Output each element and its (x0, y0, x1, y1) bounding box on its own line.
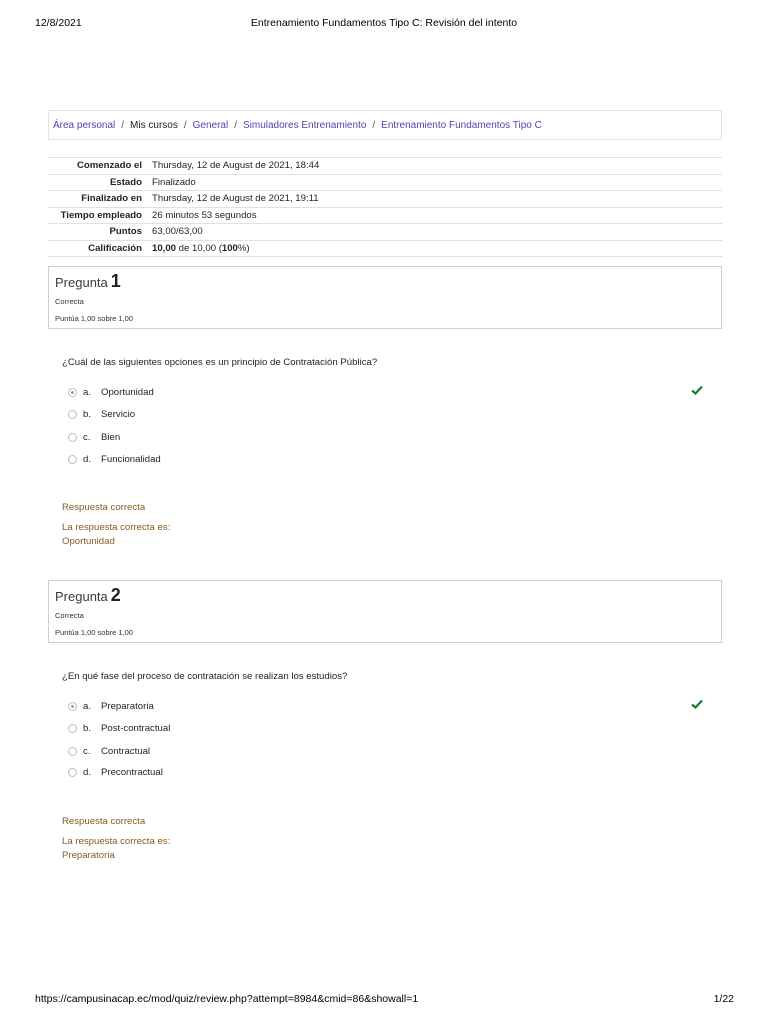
grade-percent: 100 (221, 242, 238, 254)
option-text: Preparatoria (101, 700, 154, 712)
radio-icon[interactable] (68, 388, 77, 397)
print-date: 12/8/2021 (35, 17, 82, 29)
summary-label: Calificación (88, 242, 142, 254)
radio-icon[interactable] (68, 702, 77, 711)
answer-option-2a[interactable] (68, 699, 154, 713)
question-state: Correcta (55, 297, 84, 306)
radio-icon[interactable] (68, 455, 77, 464)
breadcrumb-quiz[interactable]: Entrenamiento Fundamentos Tipo C (381, 119, 542, 131)
summary-value: Thursday, 12 de August de 2021, 19:11 (152, 193, 319, 205)
summary-value: 63,00/63,00 (152, 226, 203, 238)
right-answer-1: Oportunidad (62, 536, 115, 547)
radio-icon[interactable] (68, 768, 77, 777)
option-letter: d. (83, 453, 92, 465)
question-grade: Puntúa 1,00 sobre 1,00 (55, 314, 133, 323)
summary-label: Estado (110, 176, 142, 188)
question-title (55, 585, 715, 607)
print-url: https://campusinacap.ec/mod/quiz/review.php?attempt=8984&cmid=86&showall=1 (35, 993, 419, 1005)
question-state: Correcta (55, 611, 84, 620)
option-text: Precontractual (101, 766, 163, 778)
breadcrumb-separator: / (121, 119, 125, 131)
question-title (55, 271, 715, 293)
question-heading: Pregunta (55, 589, 108, 604)
check-icon (691, 699, 703, 709)
question-info-2 (48, 580, 722, 643)
option-letter: b. (83, 408, 92, 420)
question-text-2: ¿En qué fase del proceso de contratación se realizan los estudios? (62, 671, 348, 682)
answer-option-1b[interactable] (68, 407, 135, 421)
answer-option-1c[interactable] (68, 430, 120, 444)
summary-value: Finalizado (152, 176, 196, 188)
summary-value: 26 minutos 53 segundos (152, 209, 257, 221)
print-page-number: 1/22 (713, 993, 734, 1005)
question-number: 1 (110, 271, 121, 291)
summary-row-grade (48, 240, 722, 257)
option-text: Bien (101, 431, 121, 443)
feedback-text-1: Respuesta correcta (62, 502, 146, 513)
option-letter: c. (83, 431, 91, 443)
breadcrumb-area-personal[interactable]: Área personal (53, 119, 116, 131)
option-letter: a. (83, 700, 92, 712)
option-text: Contractual (101, 745, 151, 757)
summary-row-state (48, 174, 722, 191)
question-text-1: ¿Cuál de las siguientes opciones es un principio de Contratación Pública? (62, 357, 378, 368)
breadcrumb-separator: / (372, 119, 376, 131)
option-text: Funcionalidad (101, 453, 161, 465)
answer-option-2d[interactable] (68, 765, 163, 779)
check-icon (691, 385, 703, 395)
option-letter: c. (83, 745, 91, 757)
radio-icon[interactable] (68, 724, 77, 733)
summary-row-time (48, 207, 722, 224)
grade-suffix: %) (237, 242, 250, 254)
attempt-summary-table (48, 157, 722, 257)
radio-icon[interactable] (68, 433, 77, 442)
breadcrumb-mis-cursos: Mis cursos (130, 119, 178, 131)
question-number: 2 (110, 585, 121, 605)
radio-icon[interactable] (68, 747, 77, 756)
summary-value: Thursday, 12 de August de 2021, 18:44 (152, 160, 320, 172)
summary-grade-value (150, 240, 722, 257)
answer-option-1a[interactable] (68, 385, 154, 399)
breadcrumb-general[interactable]: General (192, 119, 229, 131)
breadcrumb-separator: / (234, 119, 237, 131)
question-info-1 (48, 266, 722, 329)
print-footer (0, 993, 768, 1007)
grade-of: de 10,00 ( (176, 242, 222, 254)
summary-label: Tiempo empleado (60, 209, 142, 221)
summary-row-points (48, 224, 722, 241)
question-grade: Puntúa 1,00 sobre 1,00 (55, 628, 133, 637)
summary-label: Finalizado en (81, 193, 142, 205)
grade-score: 10,00 (152, 242, 177, 254)
answer-option-2c[interactable] (68, 744, 150, 758)
breadcrumb (48, 110, 722, 140)
right-answer-label-1: La respuesta correcta es: (62, 522, 171, 533)
summary-row-finished (48, 191, 722, 208)
option-text: Post-contractual (101, 722, 171, 734)
option-text: Oportunidad (101, 386, 154, 398)
print-header (0, 17, 768, 31)
breadcrumb-simuladores[interactable]: Simuladores Entrenamiento (242, 119, 367, 131)
option-letter: b. (83, 722, 92, 734)
feedback-text-2: Respuesta correcta (62, 816, 146, 827)
summary-label: Puntos (109, 226, 142, 238)
question-heading: Pregunta (55, 275, 108, 290)
answer-option-1d[interactable] (68, 452, 161, 466)
print-title: Entrenamiento Fundamentos Tipo C: Revisión del intento (250, 17, 518, 29)
summary-label: Comenzado el (76, 160, 142, 172)
option-letter: d. (83, 766, 92, 778)
summary-row-started (48, 158, 722, 175)
radio-icon[interactable] (68, 410, 77, 419)
right-answer-2: Preparatoria (62, 850, 115, 861)
right-answer-label-2: La respuesta correcta es: (62, 836, 171, 847)
answer-option-2b[interactable] (68, 721, 170, 735)
option-letter: a. (83, 386, 92, 398)
option-text: Servicio (101, 408, 136, 420)
breadcrumb-separator: / (183, 119, 187, 131)
